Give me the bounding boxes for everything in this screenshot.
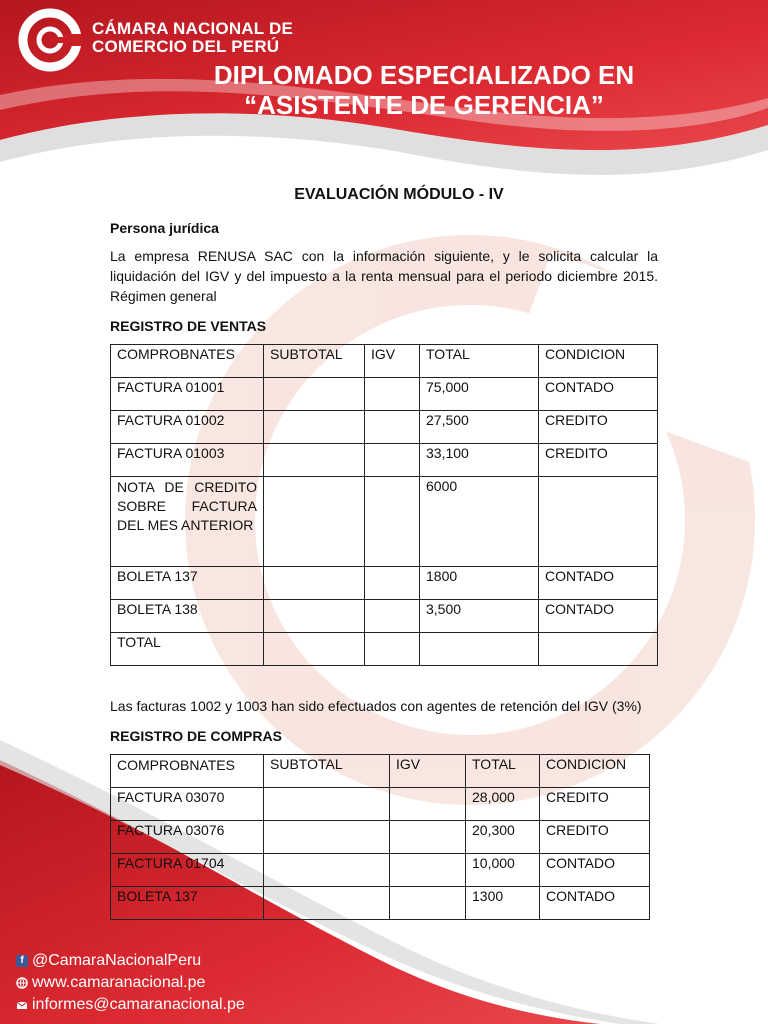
mail-icon	[16, 999, 28, 1011]
table-cell: 1800	[420, 567, 539, 600]
table-cell: FACTURA 01002	[111, 411, 264, 444]
program-title-line1: DIPLOMADO ESPECIALIZADO EN	[213, 60, 635, 90]
ventas-title: REGISTRO DE VENTAS	[110, 318, 267, 334]
facebook-contact[interactable]	[16, 950, 245, 972]
footer-contacts	[16, 950, 245, 1016]
email-link[interactable]	[16, 994, 245, 1016]
intro-paragraph: La empresa RENUSA SAC con la información siguiente, y le solicita calcular la liquidación del IGV y del impuesto a la renta mensual para el periodo diciembre 2015. Régimen general	[110, 248, 658, 304]
table-cell: FACTURA 01003	[111, 444, 264, 477]
header-cell: COMPROBNATES	[111, 345, 264, 378]
table-cell	[365, 600, 420, 633]
website-link[interactable]	[16, 972, 245, 994]
table-cell	[390, 821, 466, 854]
table-cell: 10,000	[466, 854, 540, 887]
table-cell: CONTADO	[540, 887, 650, 920]
facebook-handle: @CamaraNacionalPeru	[32, 952, 202, 969]
table-row	[111, 600, 658, 633]
table-cell	[264, 378, 365, 411]
retencion-note: Las facturas 1002 y 1003 han sido efectuados con agentes de retención del IGV (3%)	[110, 698, 642, 714]
program-title-line2: “ASISTENTE DE GERENCIA”	[244, 90, 604, 120]
org-name-line2: COMERCIO DEL PERÚ	[92, 37, 280, 56]
table-cell	[365, 477, 420, 567]
table-cell: CONTADO	[539, 600, 658, 633]
table-cell	[264, 444, 365, 477]
table-cell	[264, 477, 365, 567]
table-cell: CONTADO	[539, 567, 658, 600]
persona-label: Persona jurídica	[110, 220, 219, 236]
table-row	[111, 887, 650, 920]
table-row	[111, 444, 658, 477]
table-cell	[390, 887, 466, 920]
program-title	[0, 60, 768, 120]
table-cell: BOLETA 137	[111, 887, 264, 920]
evaluation-title: EVALUACIÓN MÓDULO - IV	[294, 186, 504, 203]
header-cell: SUBTOTAL	[264, 755, 390, 788]
table-cell	[390, 854, 466, 887]
table-cell: CREDITO	[540, 788, 650, 821]
table-header-row	[111, 345, 658, 378]
table-cell	[264, 854, 390, 887]
table-cell: 6000	[420, 477, 539, 567]
table-cell	[539, 633, 658, 666]
header-cell: IGV	[365, 345, 420, 378]
table-cell: CONTADO	[540, 854, 650, 887]
table-cell: CONTADO	[539, 378, 658, 411]
compras-title: REGISTRO DE COMPRAS	[110, 728, 282, 744]
table-row	[111, 378, 658, 411]
table-cell	[264, 633, 365, 666]
document-body	[110, 186, 658, 920]
table-cell	[264, 821, 390, 854]
table-row	[111, 477, 658, 567]
table-cell: CREDITO	[539, 444, 658, 477]
table-cell	[365, 378, 420, 411]
table-cell: FACTURA 03070	[111, 788, 264, 821]
facebook-icon: f	[16, 955, 28, 967]
table-cell	[365, 633, 420, 666]
ventas-table	[110, 344, 658, 666]
table-cell: 28,000	[466, 788, 540, 821]
table-cell	[264, 567, 365, 600]
table-cell: TOTAL	[111, 633, 264, 666]
table-cell	[365, 411, 420, 444]
table-cell: FACTURA 01001	[111, 378, 264, 411]
table-cell: 3,500	[420, 600, 539, 633]
header-cell: CONDICION	[539, 345, 658, 378]
table-cell: FACTURA 03076	[111, 821, 264, 854]
table-cell: 1300	[466, 887, 540, 920]
header-cell: IGV	[390, 755, 466, 788]
table-cell	[264, 600, 365, 633]
table-row	[111, 854, 650, 887]
table-row	[111, 567, 658, 600]
header-cell: TOTAL	[420, 345, 539, 378]
table-cell	[390, 788, 466, 821]
header-cell: SUBTOTAL	[264, 345, 365, 378]
table-cell	[264, 411, 365, 444]
email-address: informes@camaranacional.pe	[32, 996, 245, 1013]
globe-icon	[16, 977, 28, 989]
table-cell	[420, 633, 539, 666]
header-cell: COMPROBNATES	[111, 755, 264, 788]
table-row	[111, 821, 650, 854]
table-header-row	[111, 755, 650, 788]
table-cell: 20,300	[466, 821, 540, 854]
header-cell: TOTAL	[466, 755, 540, 788]
table-cell: BOLETA 138	[111, 600, 264, 633]
table-cell: FACTURA 01704	[111, 854, 264, 887]
table-cell	[365, 444, 420, 477]
table-cell	[264, 887, 390, 920]
table-cell: BOLETA 137	[111, 567, 264, 600]
table-cell: 75,000	[420, 378, 539, 411]
table-cell	[539, 477, 658, 567]
table-cell: 27,500	[420, 411, 539, 444]
table-row	[111, 411, 658, 444]
org-name-line1: CÁMARA NACIONAL DE	[92, 19, 293, 38]
website-url: www.camaranacional.pe	[32, 974, 206, 991]
table-cell: CREDITO	[540, 821, 650, 854]
table-cell: NOTA DE CREDITO SOBRE FACTURA DEL MES ANTERIOR	[111, 477, 264, 567]
table-cell	[365, 567, 420, 600]
table-cell: CREDITO	[539, 411, 658, 444]
table-row	[111, 788, 650, 821]
table-row	[111, 633, 658, 666]
organization-name	[92, 20, 293, 56]
header-cell: CONDICION	[540, 755, 650, 788]
table-cell: 33,100	[420, 444, 539, 477]
compras-table	[110, 754, 650, 920]
table-cell	[264, 788, 390, 821]
